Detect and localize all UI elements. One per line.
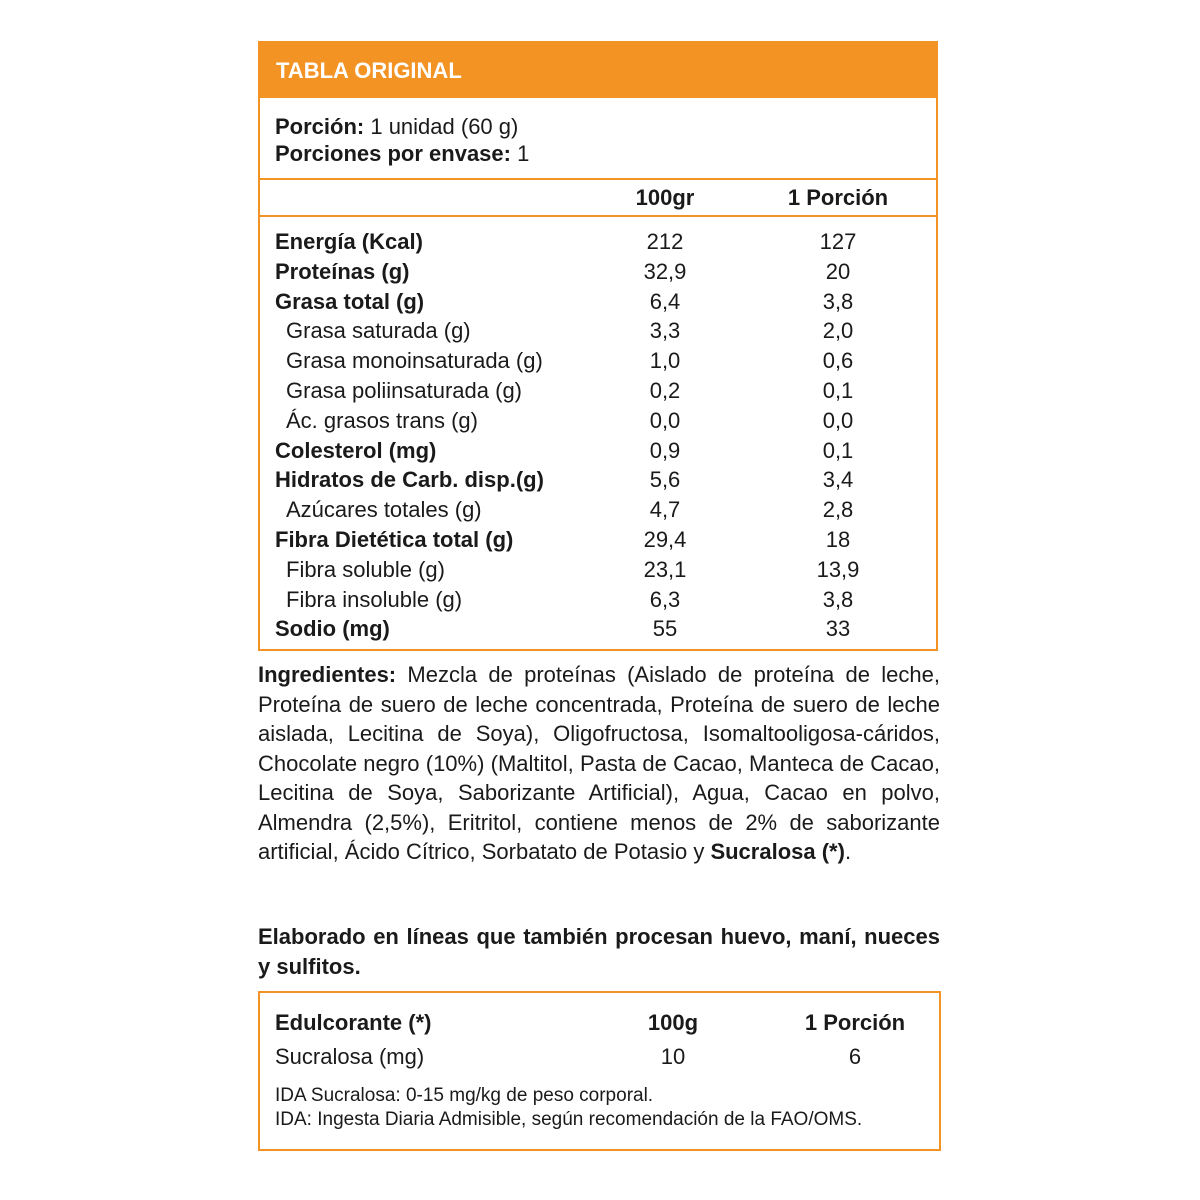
value-portion: 2,0 <box>822 318 854 344</box>
value-portion: 0,0 <box>822 407 854 433</box>
table-row <box>260 495 936 525</box>
nutrient-label: Proteínas (g) <box>275 258 410 284</box>
value-100gr: 212 <box>646 229 684 254</box>
sweetener-row-100g: 10 <box>660 1044 686 1069</box>
value-100gr: 6,4 <box>649 288 681 314</box>
nutrient-label: Fibra soluble (g) <box>286 556 445 582</box>
sweetener-row-label: Sucralosa (mg) <box>275 1044 425 1069</box>
portion-info <box>260 98 936 180</box>
nutrient-label: Fibra Dietética total (g) <box>275 526 514 552</box>
nutrient-label: Colesterol (mg) <box>275 437 437 463</box>
table-row <box>260 316 936 346</box>
sweetener-header-portion: 1 Porción <box>804 1010 906 1035</box>
table-row <box>260 376 936 406</box>
sweetener-row-portion: 6 <box>848 1044 862 1069</box>
value-portion: 18 <box>825 526 851 552</box>
value-portion: 13,9 <box>816 556 860 582</box>
table-row <box>260 227 936 257</box>
ingredients-end: . <box>844 839 852 864</box>
value-100gr: 23,1 <box>643 556 687 582</box>
table-row <box>260 614 936 644</box>
value-100gr: 55 <box>652 616 678 642</box>
value-portion: 2,8 <box>822 497 854 523</box>
column-header-portion: 1 Porción <box>787 185 889 210</box>
sweetener-table <box>258 991 941 1151</box>
ingredients-text: Mezcla de proteínas (Aislado de proteína de leche, Proteína de suero de leche concentrada, Proteína de suero de leche aislada, Lecitina de Soya), Oligofructosa, Isomaltooligosa-cáridos, Chocolate negro (10%) (Maltitol, Pasta de Cacao, Manteca de Cacao, Lecitina de Soya, Saborizante Artificial), Agua, Cacao en polvo, Almendra (2,5%), Eritritol, contiene menos de 2% de saborizante artificial, Ácido Cítrico, Sorbatato de Potasio y <box>258 662 940 864</box>
value-100gr: 3,3 <box>649 318 681 344</box>
value-portion: 20 <box>825 258 851 284</box>
value-portion: 3,8 <box>822 288 854 314</box>
value-100gr: 29,4 <box>643 526 687 552</box>
ingredients-sweetener: Sucralosa (*) <box>710 839 845 864</box>
value-100gr: 4,7 <box>649 497 681 523</box>
ingredients-label: Ingredientes: <box>258 662 397 687</box>
table-row <box>260 585 936 615</box>
portion-size-label: Porción: <box>275 114 365 139</box>
nutrient-label: Ác. grasos trans (g) <box>286 407 478 433</box>
value-portion: 0,6 <box>822 348 854 374</box>
table-row <box>260 555 936 585</box>
nutrient-label: Sodio (mg) <box>275 616 390 642</box>
table-row <box>260 257 936 287</box>
value-100gr: 32,9 <box>643 258 687 284</box>
value-100gr: 5,6 <box>649 467 681 493</box>
ingredients-paragraph <box>258 660 940 867</box>
nutrient-label: Grasa monoinsaturada (g) <box>286 348 543 374</box>
value-100gr: 1,0 <box>649 348 681 374</box>
nutrient-rows <box>260 217 936 644</box>
table-row <box>260 525 936 555</box>
table-row <box>260 406 936 436</box>
value-100gr: 0,0 <box>649 407 681 433</box>
nutrient-label: Fibra insoluble (g) <box>286 586 463 612</box>
value-100gr: 6,3 <box>649 586 681 612</box>
sweetener-row <box>275 1042 939 1072</box>
sweetener-header-label: Edulcorante (*) <box>275 1010 432 1035</box>
nutrient-label: Grasa saturada (g) <box>286 318 471 344</box>
value-100gr: 0,9 <box>649 437 681 463</box>
portion-count-value: 1 <box>510 141 530 166</box>
sweetener-header-100g: 100g <box>647 1010 699 1035</box>
nutrient-label: Grasa poliinsaturada (g) <box>286 377 523 403</box>
allergen-warning: Elaborado en líneas que también procesan huevo, maní, nueces y sulfitos. <box>258 924 940 979</box>
ida-note-2: IDA: Ingesta Diaria Admisible, según recomendación de la FAO/OMS. <box>275 1109 863 1130</box>
nutrient-label: Energía (Kcal) <box>275 229 423 254</box>
portion-size-value: 1 unidad (60 g) <box>364 114 519 139</box>
portion-count-label: Porciones por envase: <box>275 141 511 166</box>
nutrient-label: Grasa total (g) <box>275 288 425 314</box>
table-row <box>260 436 936 466</box>
value-portion: 3,8 <box>822 586 854 612</box>
table-title: TABLA ORIGINAL <box>260 43 936 98</box>
value-portion: 3,4 <box>822 467 854 493</box>
nutrient-label: Hidratos de Carb. disp.(g) <box>275 467 544 493</box>
column-header-100gr: 100gr <box>635 185 695 210</box>
table-row <box>260 287 936 317</box>
column-headers <box>260 180 936 217</box>
table-row <box>260 346 936 376</box>
nutrient-label: Azúcares totales (g) <box>286 497 482 523</box>
value-portion: 33 <box>825 616 851 642</box>
portion-size <box>275 113 936 140</box>
value-portion: 127 <box>819 229 857 254</box>
sweetener-header-row <box>275 1008 939 1038</box>
value-portion: 0,1 <box>822 377 854 403</box>
table-row <box>260 465 936 495</box>
ida-note-1: IDA Sucralosa: 0-15 mg/kg de peso corporal. <box>275 1085 654 1106</box>
nutrition-table <box>258 41 938 651</box>
value-portion: 0,1 <box>822 437 854 463</box>
portion-count <box>275 140 936 167</box>
value-100gr: 0,2 <box>649 377 681 403</box>
